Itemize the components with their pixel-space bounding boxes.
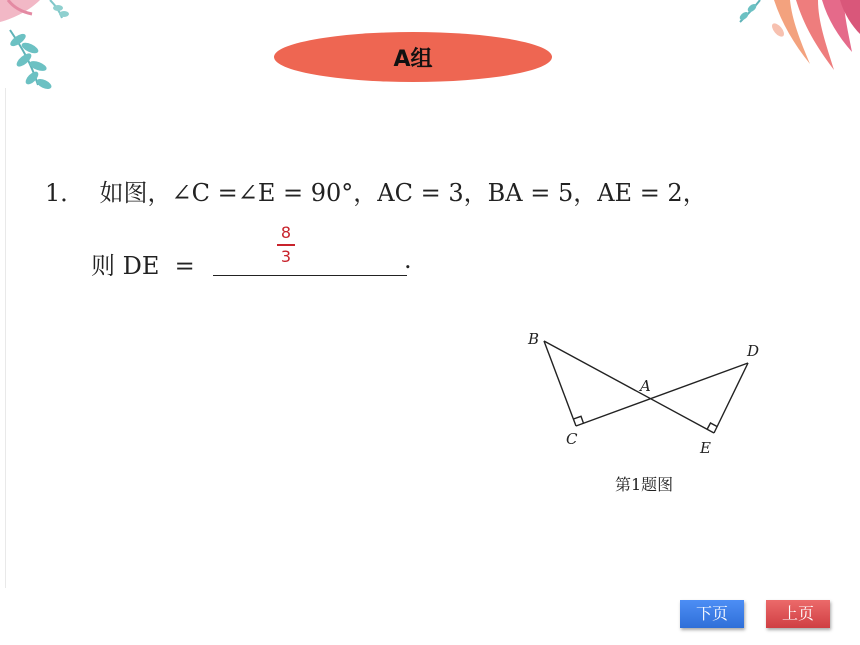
previous-page-button[interactable]: 上页 [766, 600, 830, 628]
left-border-line [5, 88, 6, 588]
group-badge [274, 32, 552, 82]
figure-caption: 第1题图 [615, 475, 674, 494]
question-line-2: 则 DE = [91, 252, 203, 280]
point-label-C: C [566, 430, 578, 448]
point-label-A: A [640, 377, 651, 395]
fraction-bar [277, 244, 295, 246]
next-page-button[interactable]: 下页 [680, 600, 744, 628]
segment-BE [544, 341, 714, 433]
answer-fraction [275, 224, 297, 266]
point-label-E: E [700, 439, 711, 457]
point-label-B: B [528, 330, 540, 348]
question-period: . [404, 246, 412, 274]
leaf-decoration-left-icon [0, 0, 90, 95]
answer-denominator: 3 [280, 247, 292, 266]
group-label: A组 [393, 46, 433, 72]
point-label-D: D [747, 342, 760, 360]
answer-numerator: 8 [280, 223, 292, 242]
leaf-decoration-right-icon [730, 0, 860, 80]
segment-BC [544, 341, 576, 426]
answer-blank-line [213, 275, 407, 276]
geometry-figure [520, 325, 770, 460]
question-line-1: 1． 如图，∠C =∠E = 90°，AC = 3，BA = 5，AE = 2， [45, 179, 707, 207]
